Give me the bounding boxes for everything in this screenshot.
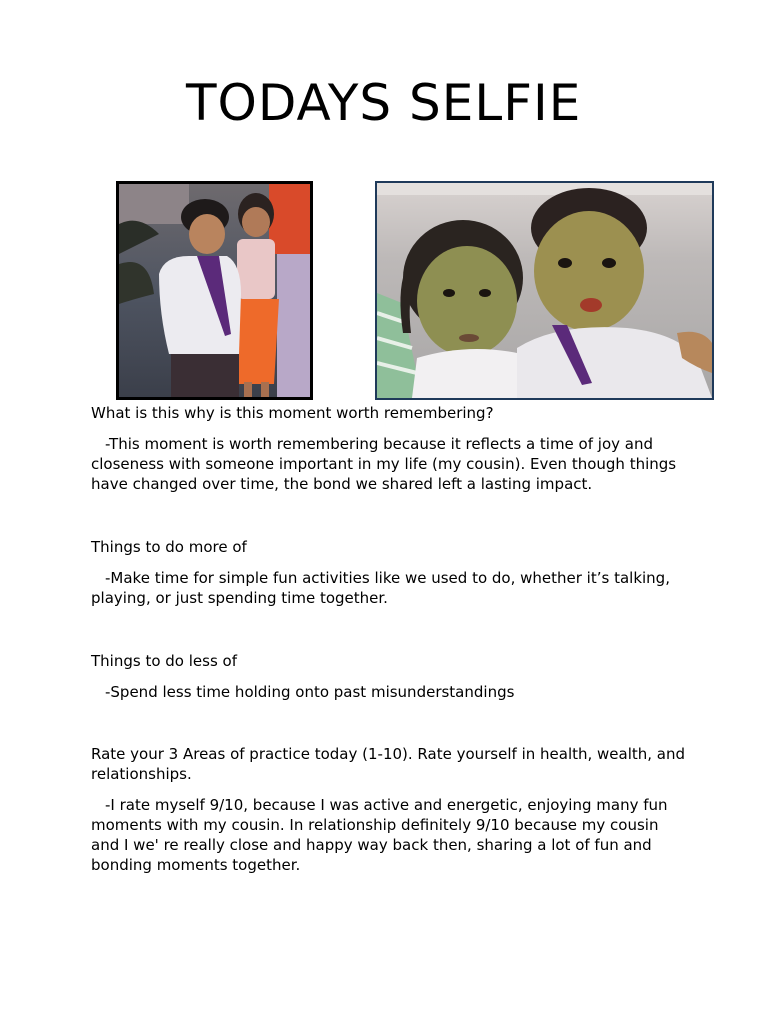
section-do-less-of: [91, 651, 691, 702]
section-body: -This moment is worth remembering because it reflects a time of joy and closeness with someone important in my life (my cousin). Even though things have changed over time, the bond we shared left a lasting impact.: [91, 435, 677, 493]
section-heading: Rate your 3 Areas of practice today (1-10). Rate yourself in health, wealth, and relationships.: [91, 745, 686, 783]
section-moment-worth-remembering: [91, 403, 691, 494]
section-body: -Spend less time holding onto past misunderstandings: [105, 683, 515, 701]
photo-two-children-closeup: [375, 181, 714, 400]
section-heading: Things to do less of: [91, 652, 237, 670]
photo-two-children-closeup-image: [377, 183, 712, 398]
photo-two-children-standing: [116, 181, 313, 400]
section-rate-areas: [91, 744, 691, 875]
section-heading: What is this why is this moment worth remembering?: [91, 404, 494, 422]
photo-two-children-standing-image: [119, 184, 310, 397]
section-heading: Things to do more of: [91, 538, 247, 556]
section-body: -I rate myself 9/10, because I was active and energetic, enjoying many fun moments with my cousin. In relationship definitely 9/10 because my cousin and I we' re really close and happy way back then, sharing a lot of fun and bonding moments together.: [91, 796, 668, 874]
section-body: -Make time for simple fun activities like we used to do, whether it’s talking, playing, or just spending time together.: [91, 569, 670, 607]
section-do-more-of: [91, 537, 691, 608]
page-title: TODAYS SELFIE: [186, 74, 582, 132]
